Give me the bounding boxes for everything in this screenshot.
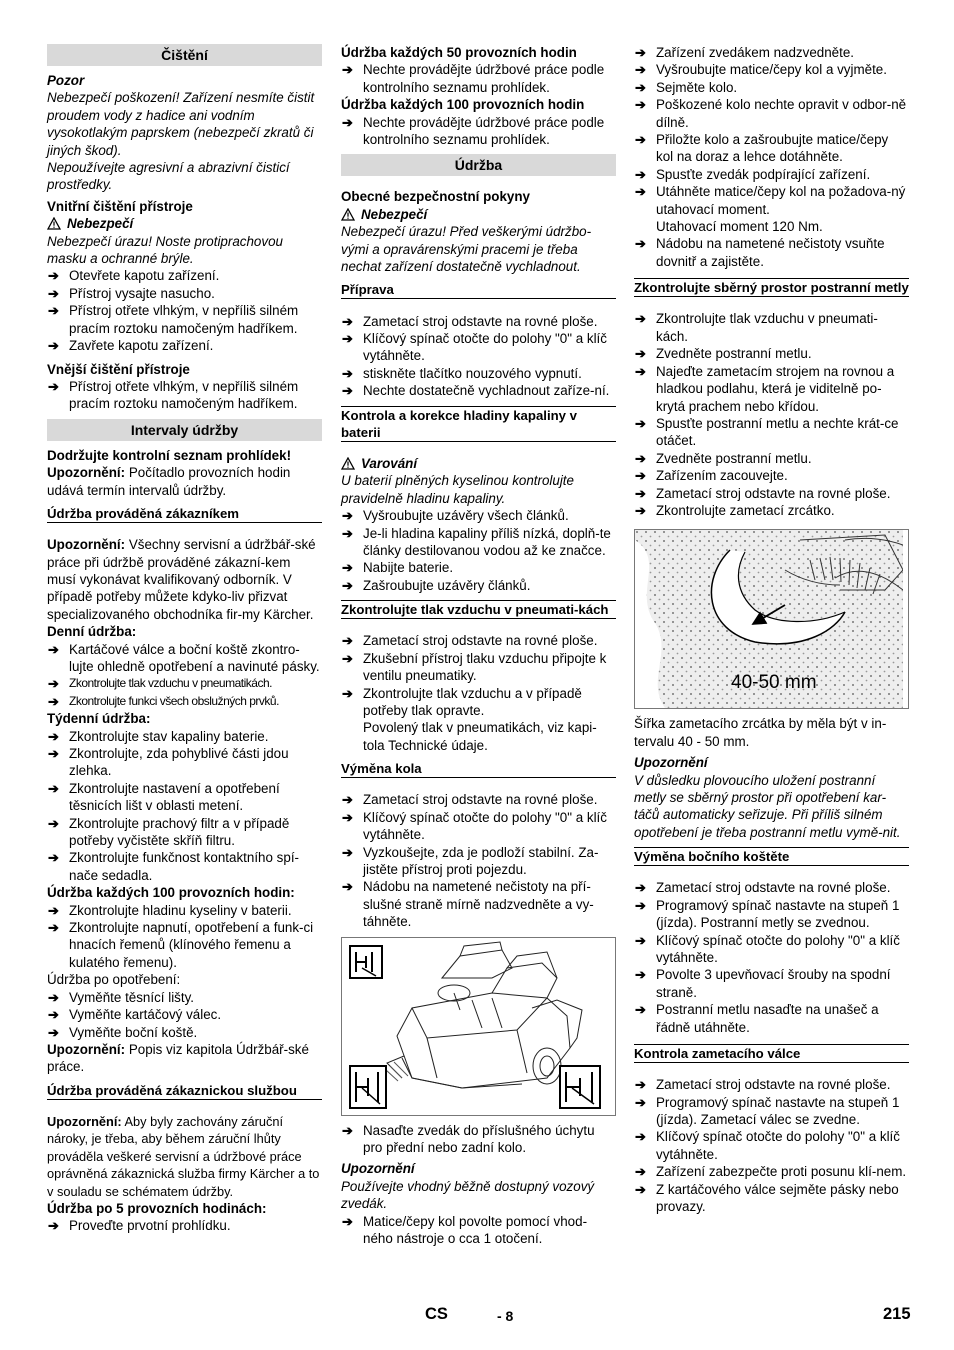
arrow-right-icon: ➔ xyxy=(48,920,59,936)
lift-point-icon xyxy=(350,946,382,978)
footer-language: CS xyxy=(425,1305,448,1323)
arrow-right-icon: ➔ xyxy=(635,1077,646,1093)
heading-sberny: Zkontrolujte sběrný prostor postranní metly xyxy=(634,280,909,296)
list-item-text: Vyměňte boční koště. xyxy=(69,1024,198,1040)
list-item-text: Sejměte kolo. xyxy=(656,79,738,95)
list-opotrebeni xyxy=(47,989,322,1041)
list-kostete xyxy=(634,879,909,1036)
arrow-right-icon: ➔ xyxy=(342,508,353,524)
arrow-right-icon: ➔ xyxy=(635,45,646,60)
list-item xyxy=(47,1024,322,1041)
list-item xyxy=(634,131,909,166)
list-kolo-a xyxy=(634,44,909,218)
arrow-right-icon: ➔ xyxy=(48,780,59,796)
list-item xyxy=(341,844,616,879)
list-item-text: Zvedněte postranní metlu. xyxy=(656,346,812,362)
arrow-right-icon: ➔ xyxy=(48,850,59,866)
list-item-text: Zařízení zabezpečte proti posunu klí-nem. xyxy=(656,1164,907,1180)
list-item xyxy=(634,415,909,450)
arrow-right-icon: ➔ xyxy=(48,303,59,319)
arrow-right-icon: ➔ xyxy=(635,311,646,327)
danger-text: Nebezpečí úrazu! Noste protiprachovou masku a ochranné brýle. xyxy=(47,233,283,267)
heading-h50: Údržba každých 50 provozních hodin xyxy=(341,45,577,60)
list-item-text: Vyměňte těsnící lišty. xyxy=(69,989,195,1005)
list-item xyxy=(634,345,909,362)
machine-figure xyxy=(341,937,616,1116)
list-item xyxy=(47,1006,322,1023)
list-item xyxy=(634,879,909,896)
upozorneni-label: Upozornění: xyxy=(47,465,126,481)
list-item xyxy=(634,166,909,183)
list-item-text: Matice/čepy kol povolte pomocí vhod-ného nástroje o cca 1 otočení. xyxy=(363,1213,588,1247)
list-item-text: Programový spínač nastavte na stupeň 1 (jízda). Postranní metly se zvednou. xyxy=(656,897,900,931)
list-kolo xyxy=(341,791,616,930)
arrow-right-icon: ➔ xyxy=(342,577,353,593)
list-item xyxy=(341,313,616,330)
arrow-right-icon: ➔ xyxy=(635,932,646,948)
list-item-text: Je-li hladina kapaliny příliš nízká, doplň-te články destilovanou vodou až ke značce. xyxy=(363,525,611,558)
arrow-right-icon: ➔ xyxy=(635,1094,646,1110)
arrow-right-icon: ➔ xyxy=(635,967,646,983)
arrow-right-icon: ➔ xyxy=(342,365,353,381)
list-item xyxy=(634,1001,909,1036)
list-item-text: Zkontrolujte funkčnost kontaktního spí-nače sedadla. xyxy=(69,850,299,883)
upozorneni-2 xyxy=(47,536,322,623)
list-item xyxy=(634,61,909,78)
list-item-text: Zařízením zacouvejte. xyxy=(656,468,788,484)
arrow-right-icon: ➔ xyxy=(48,285,59,301)
arrow-right-icon: ➔ xyxy=(635,1002,646,1018)
heading-vnejsi: Vnější čištění přístroje xyxy=(47,361,190,377)
list-item-text: Vyšroubujte uzávěry všech článků. xyxy=(363,508,569,524)
upozorneni-label: Upozornění xyxy=(634,755,708,771)
list-item-text: Nádobu na nametené nečistoty vsuňte dovnitř a zajistěte. xyxy=(656,236,885,269)
list-item-text: Najeďte zametacím strojem na rovnou a hladkou podlahu, která je viditelně po-krytá prachem nebo křídou. xyxy=(656,363,895,414)
heading-tlak: Zkontrolujte tlak vzduchu v pneumati-kách xyxy=(341,600,616,619)
arrow-right-icon: ➔ xyxy=(48,728,59,744)
list-item-text: Spusťte postranní metlu a nechte krát-ce otáčet. xyxy=(656,415,899,449)
list-item xyxy=(47,693,322,710)
list-item xyxy=(634,966,909,1001)
list-item-text: Programový spínač nastavte na stupeň 1 (jízda). Zametací válec se zvedne. xyxy=(656,1094,900,1128)
upozorneni-label: Upozornění: xyxy=(47,1113,122,1129)
list-kolo-2 xyxy=(341,1122,616,1157)
arrow-right-icon: ➔ xyxy=(48,676,59,692)
danger-label: Nebezpečí xyxy=(361,206,428,222)
upozorneni-label: Upozornění: xyxy=(47,1041,126,1057)
list-item-text: Zametací stroj odstavte na rovné ploše. xyxy=(363,792,598,808)
list-item xyxy=(634,1128,909,1163)
arrow-right-icon: ➔ xyxy=(48,1024,59,1040)
upozorneni-text: V důsledku plovoucího uložení postranní metly se sběrný prostor při opotřebení kar-táčů automaticky seřizuje. Při příliš silném opotřebení je třeba postranní metlu vymě-nit. xyxy=(634,772,901,840)
warning-triangle-icon xyxy=(47,217,61,230)
arrow-right-icon: ➔ xyxy=(635,485,646,501)
arrow-right-icon: ➔ xyxy=(342,1122,353,1138)
arrow-right-icon: ➔ xyxy=(48,902,59,918)
list-item xyxy=(634,96,909,131)
danger-notice xyxy=(47,215,322,232)
arrow-right-icon: ➔ xyxy=(635,415,646,431)
list-item-text: Klíčový spínač otočte do polohy "0" a klíč vytáhněte. xyxy=(363,331,607,364)
arrow-right-icon: ➔ xyxy=(342,844,353,860)
list-item xyxy=(634,183,909,218)
list-item-text: Klíčový spínač otočte do polohy "0" a klíč vytáhněte. xyxy=(656,932,900,965)
arrow-right-icon: ➔ xyxy=(342,809,353,825)
arrow-right-icon: ➔ xyxy=(342,685,353,701)
danger-text: Nebezpečí úrazu! Před veškerými údržbo-vými a opravárenskými pracemi je třeba nechat zařízení dostatečně vychladnout. xyxy=(341,224,592,275)
heading-opotrebeni: Údržba po opotřebení: xyxy=(47,972,181,988)
list-h100 xyxy=(47,902,322,972)
list-item-text: Poškozené kolo nechte opravit v odbor-ně dílně. xyxy=(656,97,907,130)
list-item xyxy=(47,1217,322,1234)
list-item xyxy=(341,809,616,844)
list-item xyxy=(47,675,322,692)
list-item-text: Zkontrolujte funkci všech obslužných prvků. xyxy=(69,693,279,708)
arrow-right-icon: ➔ xyxy=(342,650,353,666)
list-item-text: Nasaďte zvedák do příslušného úchytu pro přední nebo zadní kolo. xyxy=(363,1122,595,1155)
list-item xyxy=(47,337,322,354)
list-item-text: Zkontrolujte zametací zrcátko. xyxy=(656,502,835,518)
heading-denni: Denní údržba: xyxy=(47,624,137,640)
list-item-text: Zkontrolujte hladinu kyseliny v baterii. xyxy=(69,902,292,918)
list-item-text: stiskněte tlačítko nouzového vypnutí. xyxy=(363,365,582,381)
arrow-right-icon: ➔ xyxy=(48,268,59,284)
upozorneni-4 xyxy=(47,1113,322,1200)
pozor-text: Nebezpečí poškození! Zařízení nesmíte čistit proudem vody z hadice ani vodním vysokotlakým paprskem (nebezpečí zkratů či jiných škod). xyxy=(47,90,315,158)
list-item xyxy=(47,815,322,850)
list-item xyxy=(634,502,909,519)
sweep-pattern-figure xyxy=(634,529,909,709)
upozorneni-text: Popis viz kapitola Údržbář-ské práce. xyxy=(47,1041,309,1075)
upozorneni-label: Upozornění xyxy=(341,1161,415,1177)
list-item-text: Zkušební přístroj tlaku vzduchu připojte k ventilu pneumatiky. xyxy=(363,650,607,684)
list-vnitrni xyxy=(47,267,322,354)
arrow-right-icon: ➔ xyxy=(342,313,353,329)
list-item xyxy=(634,450,909,467)
list-item-text: Klíčový spínač otočte do polohy "0" a klíč vytáhněte. xyxy=(363,809,607,843)
list-valce xyxy=(634,1076,909,1215)
list-item-text: Utáhněte matice/čepy kol na požadova-ný utahovací moment. xyxy=(656,184,906,217)
list-item-text: Přiložte kolo a zašroubujte matice/čepy kol na doraz a lehce dotáhněte. xyxy=(656,132,889,165)
heading-sluzba: Údržba prováděná zákaznickou službou xyxy=(47,1082,322,1100)
list-item xyxy=(634,897,909,932)
lift-point-icon xyxy=(350,1066,386,1108)
upozorneni-1 xyxy=(47,464,322,499)
arrow-right-icon: ➔ xyxy=(342,1213,353,1229)
heading-baterie: Kontrola a korekce hladiny kapaliny v baterii xyxy=(341,406,616,442)
arrow-right-icon: ➔ xyxy=(342,62,353,78)
arrow-right-icon: ➔ xyxy=(342,331,353,347)
arrow-right-icon: ➔ xyxy=(635,166,646,182)
upozorneni-text: Všechny servisní a údržbář-ské práce při údržbě prováděné zákazní-kem musí vykonávat kvalifikovaný odborník. V případě potřeby můžete kdyko-liv přizvat specializovaného obchodníka fir-my Kärcher. xyxy=(47,537,316,622)
arrow-right-icon: ➔ xyxy=(635,1164,646,1180)
arrow-right-icon: ➔ xyxy=(48,338,59,354)
sweep-width-text: Šířka zametacího zrcátka by měla být v in-tervalu 40 - 50 mm. xyxy=(634,716,887,749)
arrow-right-icon: ➔ xyxy=(342,114,353,130)
heading-zakaznik: Údržba prováděná zákazníkem xyxy=(47,505,322,523)
arrow-right-icon: ➔ xyxy=(342,792,353,808)
list-sberny xyxy=(634,310,909,519)
list-baterie xyxy=(341,507,616,594)
list-tydenni xyxy=(47,728,322,885)
list-item xyxy=(341,559,616,576)
warning-text: U baterií plněných kyselinou kontrolujte pravidelně hladinu kapaliny. xyxy=(341,473,574,506)
list-item-text: Nechte provádějte údržbové práce podle kontrolního seznamu prohlídek. xyxy=(363,62,605,95)
danger-label: Nebezpečí xyxy=(67,216,134,232)
list-item-text: Kartáčové válce a boční koště zkontro-lujte ohledně opotřebení a navinuté pásky. xyxy=(69,641,320,674)
upozorneni-text: Počítadlo provozních hodin udává termín intervalů údržby. xyxy=(47,465,291,498)
upozorneni-text: Aby byly zachovány záruční nároky, je třeba, aby během záruční lhůty prováděla veškeré servisní a údržbové práce oprávněná zákaznická služba firmy Kärcher a to v souladu se schématem údržby. xyxy=(47,1113,320,1199)
arrow-right-icon: ➔ xyxy=(342,525,353,541)
list-item-text: Přístroj vysajte nasucho. xyxy=(69,285,215,301)
list-item-text: Zametací stroj odstavte na rovné ploše. xyxy=(656,880,891,896)
list-item-text: Klíčový spínač otočte do polohy "0" a klíč vytáhněte. xyxy=(656,1129,900,1162)
list-item xyxy=(634,1163,909,1180)
list-item xyxy=(341,114,616,149)
list-item-text: Vyšroubujte matice/čepy kol a vyjměte. xyxy=(656,62,887,78)
list-h5 xyxy=(47,1217,322,1234)
list-item xyxy=(47,302,322,337)
list-item xyxy=(47,745,322,780)
list-item xyxy=(341,632,616,649)
list-item xyxy=(634,1094,909,1129)
list-item xyxy=(341,685,616,720)
column-3 xyxy=(634,44,909,1215)
pozor-text-2: Nepoužívejte agresivní a abrazivní čisticí prostředky. xyxy=(47,160,290,193)
heading-kostete: Výměna bočního koštěte xyxy=(634,847,909,866)
sweep-pattern-illustration xyxy=(635,530,903,708)
arrow-right-icon: ➔ xyxy=(635,132,646,148)
arrow-right-icon: ➔ xyxy=(635,62,646,78)
arrow-right-icon: ➔ xyxy=(48,746,59,761)
list-item xyxy=(341,365,616,382)
list-item-text: Nechte dostatečně vychladnout zaříze-ní. xyxy=(363,383,610,399)
list-item xyxy=(341,650,616,685)
list-item-text: Zkontrolujte tlak vzduchu v pneumati-kách. xyxy=(656,311,878,344)
list-item xyxy=(47,989,322,1006)
list-denni xyxy=(47,641,322,676)
list-item-text: Zametací stroj odstavte na rovné ploše. xyxy=(656,485,891,501)
footer-page-number: 215 xyxy=(883,1305,911,1323)
arrow-right-icon: ➔ xyxy=(48,1007,59,1023)
list-item xyxy=(341,1122,616,1157)
pozor-label: Pozor xyxy=(47,73,85,88)
list-item-text: Z kartáčového válce sejměte pásky nebo provazy. xyxy=(656,1181,899,1215)
list-h50 xyxy=(341,61,616,96)
heading-h100: Údržba každých 100 provozních hodin xyxy=(341,97,585,113)
arrow-right-icon: ➔ xyxy=(635,184,646,200)
list-tlak xyxy=(341,632,616,719)
column-2 xyxy=(341,44,616,1247)
list-item xyxy=(634,44,909,61)
sweep-width-label: 40-50 mm xyxy=(731,672,817,694)
section-title-cisteni: Čištění xyxy=(47,44,322,66)
torque-note: Utahovací moment 120 Nm. xyxy=(656,219,823,235)
list-item xyxy=(47,780,322,815)
list-item-text: Zametací stroj odstavte na rovné ploše. xyxy=(656,1077,891,1093)
list-item xyxy=(341,1213,616,1248)
arrow-right-icon: ➔ xyxy=(635,363,646,379)
heading-priprava: Příprava xyxy=(341,281,616,299)
section-title-intervaly: Intervaly údržby xyxy=(47,419,322,441)
list-item xyxy=(341,61,616,96)
arrow-right-icon: ➔ xyxy=(48,1218,59,1234)
list-item xyxy=(341,507,616,524)
heading-kolo: Výměna kola xyxy=(341,760,616,778)
list-item xyxy=(634,1076,909,1093)
list-item-text: Nabijte baterie. xyxy=(363,560,454,576)
list-item xyxy=(47,378,322,413)
list-item-text: Zkontrolujte tlak vzduchu v pneumatikách. xyxy=(69,676,272,691)
list-item-text: Proveďte prvotní prohlídku. xyxy=(69,1218,231,1234)
list-item-text: Zkontrolujte napnutí, opotřebení a funk-ci hnacích řemenů (klínového řemenu a kulatého řemenu). xyxy=(69,920,314,970)
list-item-text: Zkontrolujte prachový filtr a v případě potřeby vyčistěte skříň filtru. xyxy=(69,815,290,849)
column-1 xyxy=(47,44,322,1235)
list-vnejsi xyxy=(47,378,322,413)
warning-triangle-icon xyxy=(341,457,355,470)
list-item-text: Vyzkoušejte, zda je podloží stabilní. Za-jistěte přístroj proti pojezdu. xyxy=(363,844,599,877)
list-item-text: Zařízení zvedákem nadzvedněte. xyxy=(656,45,854,60)
list-item xyxy=(47,267,322,284)
checklist-note: Dodržujte kontrolní seznam prohlídek! xyxy=(47,447,292,463)
heading-h100: Údržba každých 100 provozních hodin: xyxy=(47,885,295,901)
list-kolo-3 xyxy=(341,1213,616,1248)
upozorneni-text: Používejte vhodný běžně dostupný vozový zvedák. xyxy=(341,1178,595,1212)
arrow-right-icon: ➔ xyxy=(635,1181,646,1197)
tlak-note: Povolený tlak v pneumatikách, viz kapi-tola Technické údaje. xyxy=(363,720,597,753)
heading-tydenni: Týdenní údržba: xyxy=(47,711,151,727)
lift-point-icon xyxy=(560,1066,600,1108)
danger-notice xyxy=(341,206,616,223)
list-item-text: Zkontrolujte, zda pohyblivé části jdou zlehka. xyxy=(69,746,289,779)
list-item xyxy=(47,641,322,676)
list-item-text: Přístroj otřete vlhkým, v nepříliš silném pracím roztoku namočeným hadříkem. xyxy=(69,378,299,412)
list-item-text: Zvedněte postranní metlu. xyxy=(656,450,812,466)
arrow-right-icon: ➔ xyxy=(48,641,59,657)
arrow-right-icon: ➔ xyxy=(635,79,646,95)
list-item-text: Nádobu na nametené nečistoty na pří-slušné straně mírně nadzvedněte a vy-táhněte. xyxy=(363,879,594,930)
list-item-text: Zavřete kapotu zařízení. xyxy=(69,338,214,354)
arrow-right-icon: ➔ xyxy=(635,450,646,466)
list-item-text: Povolte 3 upevňovací šrouby na spodní straně. xyxy=(656,967,891,1000)
list-item-text: Zametací stroj odstavte na rovné ploše. xyxy=(363,313,598,329)
list-item xyxy=(341,577,616,594)
list-item-text: Nechte provádějte údržbové práce podle kontrolního seznamu prohlídek. xyxy=(363,114,605,148)
list-item-text: Postranní metlu nasaďte na unašeč a řádně utáhněte. xyxy=(656,1002,879,1035)
list-item xyxy=(47,728,322,745)
list-item xyxy=(634,485,909,502)
list-item xyxy=(47,849,322,884)
heading-valce: Kontrola zametacího válce xyxy=(634,1044,909,1063)
arrow-right-icon: ➔ xyxy=(48,378,59,394)
warning-notice xyxy=(341,455,616,472)
footer-page-local: - 8 xyxy=(497,1308,514,1324)
sweeper-illustration xyxy=(342,938,609,1115)
list-item xyxy=(341,330,616,365)
heading-h5: Údržba po 5 provozních hodinách: xyxy=(47,1200,267,1216)
list-item xyxy=(47,285,322,302)
arrow-right-icon: ➔ xyxy=(342,383,353,399)
list-item-text: Zametací stroj odstavte na rovné ploše. xyxy=(363,633,598,649)
warning-triangle-icon xyxy=(341,208,355,221)
arrow-right-icon: ➔ xyxy=(635,346,646,362)
list-item xyxy=(341,791,616,808)
arrow-right-icon: ➔ xyxy=(342,879,353,895)
arrow-right-icon: ➔ xyxy=(48,989,59,1005)
list-item xyxy=(47,919,322,971)
list-item-text: Otevřete kapotu zařízení. xyxy=(69,268,220,284)
list-item xyxy=(634,467,909,484)
list-item xyxy=(634,310,909,345)
upozorneni-label: Upozornění: xyxy=(47,537,126,553)
list-item xyxy=(634,235,909,270)
list-priprava xyxy=(341,313,616,400)
warning-label: Varování xyxy=(361,455,418,471)
list-item-text: Přístroj otřete vlhkým, v nepříliš silném pracím roztoku namočeným hadříkem. xyxy=(69,303,299,336)
arrow-right-icon: ➔ xyxy=(342,560,353,576)
list-h100 xyxy=(341,114,616,149)
list-item-text: Zkontrolujte tlak vzduchu a v případě potřeby tlak opravte. xyxy=(363,685,582,718)
list-item xyxy=(634,1181,909,1216)
list-item-text: Zkontrolujte stav kapaliny baterie. xyxy=(69,728,269,744)
list-item xyxy=(634,79,909,96)
arrow-right-icon: ➔ xyxy=(635,1129,646,1145)
list-item xyxy=(634,932,909,967)
heading-obecne: Obecné bezpečnostní pokyny xyxy=(341,189,530,205)
upozorneni-3 xyxy=(47,1041,322,1076)
list-item-text: Zkontrolujte nastavení a opotřebení těsnicích lišt v oblasti metení. xyxy=(69,780,280,814)
list-kolo-b xyxy=(634,235,909,270)
section-title-udrzba: Údržba xyxy=(341,154,616,176)
list-item xyxy=(341,878,616,930)
list-item-text: Zašroubujte uzávěry článků. xyxy=(363,577,531,593)
list-item-text: Vyměňte kartáčový válec. xyxy=(69,1007,222,1023)
arrow-right-icon: ➔ xyxy=(635,236,646,252)
arrow-right-icon: ➔ xyxy=(48,815,59,831)
arrow-right-icon: ➔ xyxy=(635,880,646,896)
list-item xyxy=(634,363,909,415)
list-denni-tiny xyxy=(47,675,322,710)
heading-vnitrni: Vnitřní čištění přístroje xyxy=(47,198,193,214)
list-item xyxy=(341,525,616,560)
arrow-right-icon: ➔ xyxy=(342,633,353,649)
arrow-right-icon: ➔ xyxy=(635,97,646,113)
list-item xyxy=(341,382,616,399)
arrow-right-icon: ➔ xyxy=(635,468,646,484)
list-item-text: Spusťte zvedák podpírající zařízení. xyxy=(656,166,871,182)
list-item xyxy=(47,902,322,919)
arrow-right-icon: ➔ xyxy=(48,693,59,709)
arrow-right-icon: ➔ xyxy=(635,897,646,913)
arrow-right-icon: ➔ xyxy=(635,502,646,518)
